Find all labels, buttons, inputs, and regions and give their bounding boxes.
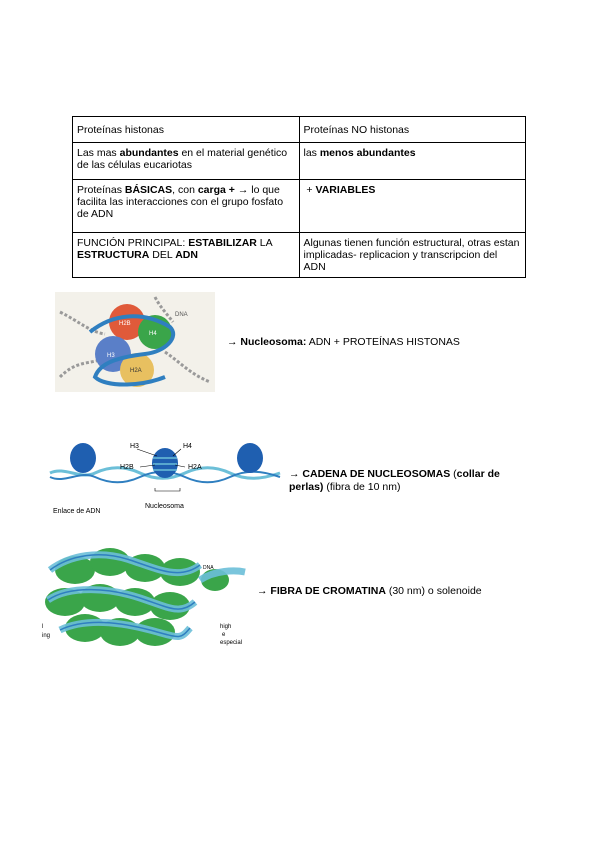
caption-text: ADN + PROTEÍNAS HISTONAS bbox=[306, 336, 460, 348]
label-h4: H4 bbox=[183, 443, 192, 450]
label-h2a: H2A bbox=[188, 464, 202, 471]
label-cropped: high bbox=[220, 624, 232, 630]
label-cropped: e bbox=[222, 632, 226, 638]
caption-bold: FIBRA DE CROMATINA bbox=[270, 585, 386, 597]
label-linker-dna: Enlace de ADN bbox=[53, 508, 101, 514]
label-dna: DNA bbox=[203, 565, 214, 571]
nucleosome-bead bbox=[237, 443, 263, 473]
caption-nucleosome-chain bbox=[289, 468, 529, 494]
nucleosome-bead bbox=[152, 448, 178, 478]
text-run: Las mas bbox=[77, 147, 120, 159]
caption-text: (30 nm) o solenoide bbox=[385, 585, 482, 597]
text-run-bold: BÁSICAS bbox=[124, 184, 173, 196]
label-dna: DNA bbox=[175, 312, 188, 318]
cell-abundance-histones bbox=[73, 143, 300, 180]
caption-bold: CADENA DE NUCLEOSOMAS bbox=[302, 468, 451, 480]
label-h2a: H2A bbox=[130, 368, 142, 374]
text-run-bold: ESTABILIZAR bbox=[188, 237, 257, 249]
cell-function-non-histones bbox=[299, 233, 526, 278]
text-run-bold: abundantes bbox=[119, 147, 179, 159]
nucleosome-bracket bbox=[155, 488, 180, 491]
text-run: , con bbox=[172, 184, 198, 196]
text-run: las bbox=[303, 147, 320, 159]
label-cropped: ing bbox=[42, 633, 51, 639]
text-run: en el material genético de las células eucariotas bbox=[77, 147, 288, 171]
arrow: → bbox=[257, 585, 271, 597]
caption-chromatin-fiber bbox=[257, 585, 482, 598]
label-h3: H3 bbox=[107, 353, 115, 359]
caption-bold: collar de perlas) bbox=[289, 468, 500, 493]
label-h2b: H2B bbox=[120, 464, 134, 471]
text-run: Algunas tienen función estructural, otras estan implicadas- replicacion y transcripcion del ADN bbox=[303, 237, 520, 273]
label-cropped: l bbox=[42, 624, 44, 630]
table-row bbox=[73, 233, 526, 278]
caption-text: (fibra de 10 nm) bbox=[323, 481, 401, 493]
nucleosome-illustration bbox=[55, 292, 215, 392]
arrow: → bbox=[289, 468, 303, 480]
cell-charge-histones bbox=[73, 180, 300, 233]
text-run-bold: menos abundantes bbox=[319, 147, 416, 159]
table-row bbox=[73, 180, 526, 233]
table-row bbox=[73, 143, 526, 180]
header-non-histones: Proteínas NO histonas bbox=[299, 117, 526, 143]
label-nucleosome: Nucleosoma bbox=[145, 503, 184, 510]
text-run-bold: ESTRUCTURA bbox=[77, 249, 150, 261]
text-run: DEL bbox=[149, 249, 176, 261]
histone-comparison-table bbox=[72, 116, 526, 278]
arrow: → bbox=[227, 336, 241, 348]
cell-abundance-non-histones bbox=[299, 143, 526, 180]
label-cropped: especial bbox=[220, 640, 243, 646]
label-h2b: H2B bbox=[119, 321, 131, 327]
cell-variables-non-histones bbox=[299, 180, 526, 233]
chromatin-fiber-illustration bbox=[40, 540, 250, 648]
nucleosome-chain-illustration bbox=[45, 436, 285, 514]
header-histones: Proteínas histonas bbox=[73, 117, 300, 143]
table-header-row bbox=[73, 117, 526, 143]
text-run-bold: carga + bbox=[197, 184, 235, 196]
label-h4: H4 bbox=[149, 331, 157, 337]
cell-function-histones bbox=[73, 233, 300, 278]
label-h3: H3 bbox=[130, 443, 139, 450]
text-run-bold: VARIABLES bbox=[315, 184, 376, 196]
caption-text: ( bbox=[450, 468, 457, 480]
text-run: → lo que facilita las interacciones con el grupo fosfato de ADN bbox=[77, 184, 284, 220]
caption-bold: Nucleosoma: bbox=[240, 336, 307, 348]
text-run: LA bbox=[256, 237, 273, 249]
text-run: + bbox=[303, 184, 316, 196]
text-run-bold: ADN bbox=[175, 249, 198, 261]
text-run: FUNCIÓN PRINCIPAL: bbox=[77, 237, 189, 249]
text-run: Proteínas bbox=[77, 184, 125, 196]
nucleosome-bead bbox=[70, 443, 96, 473]
caption-nucleosome bbox=[227, 336, 460, 349]
